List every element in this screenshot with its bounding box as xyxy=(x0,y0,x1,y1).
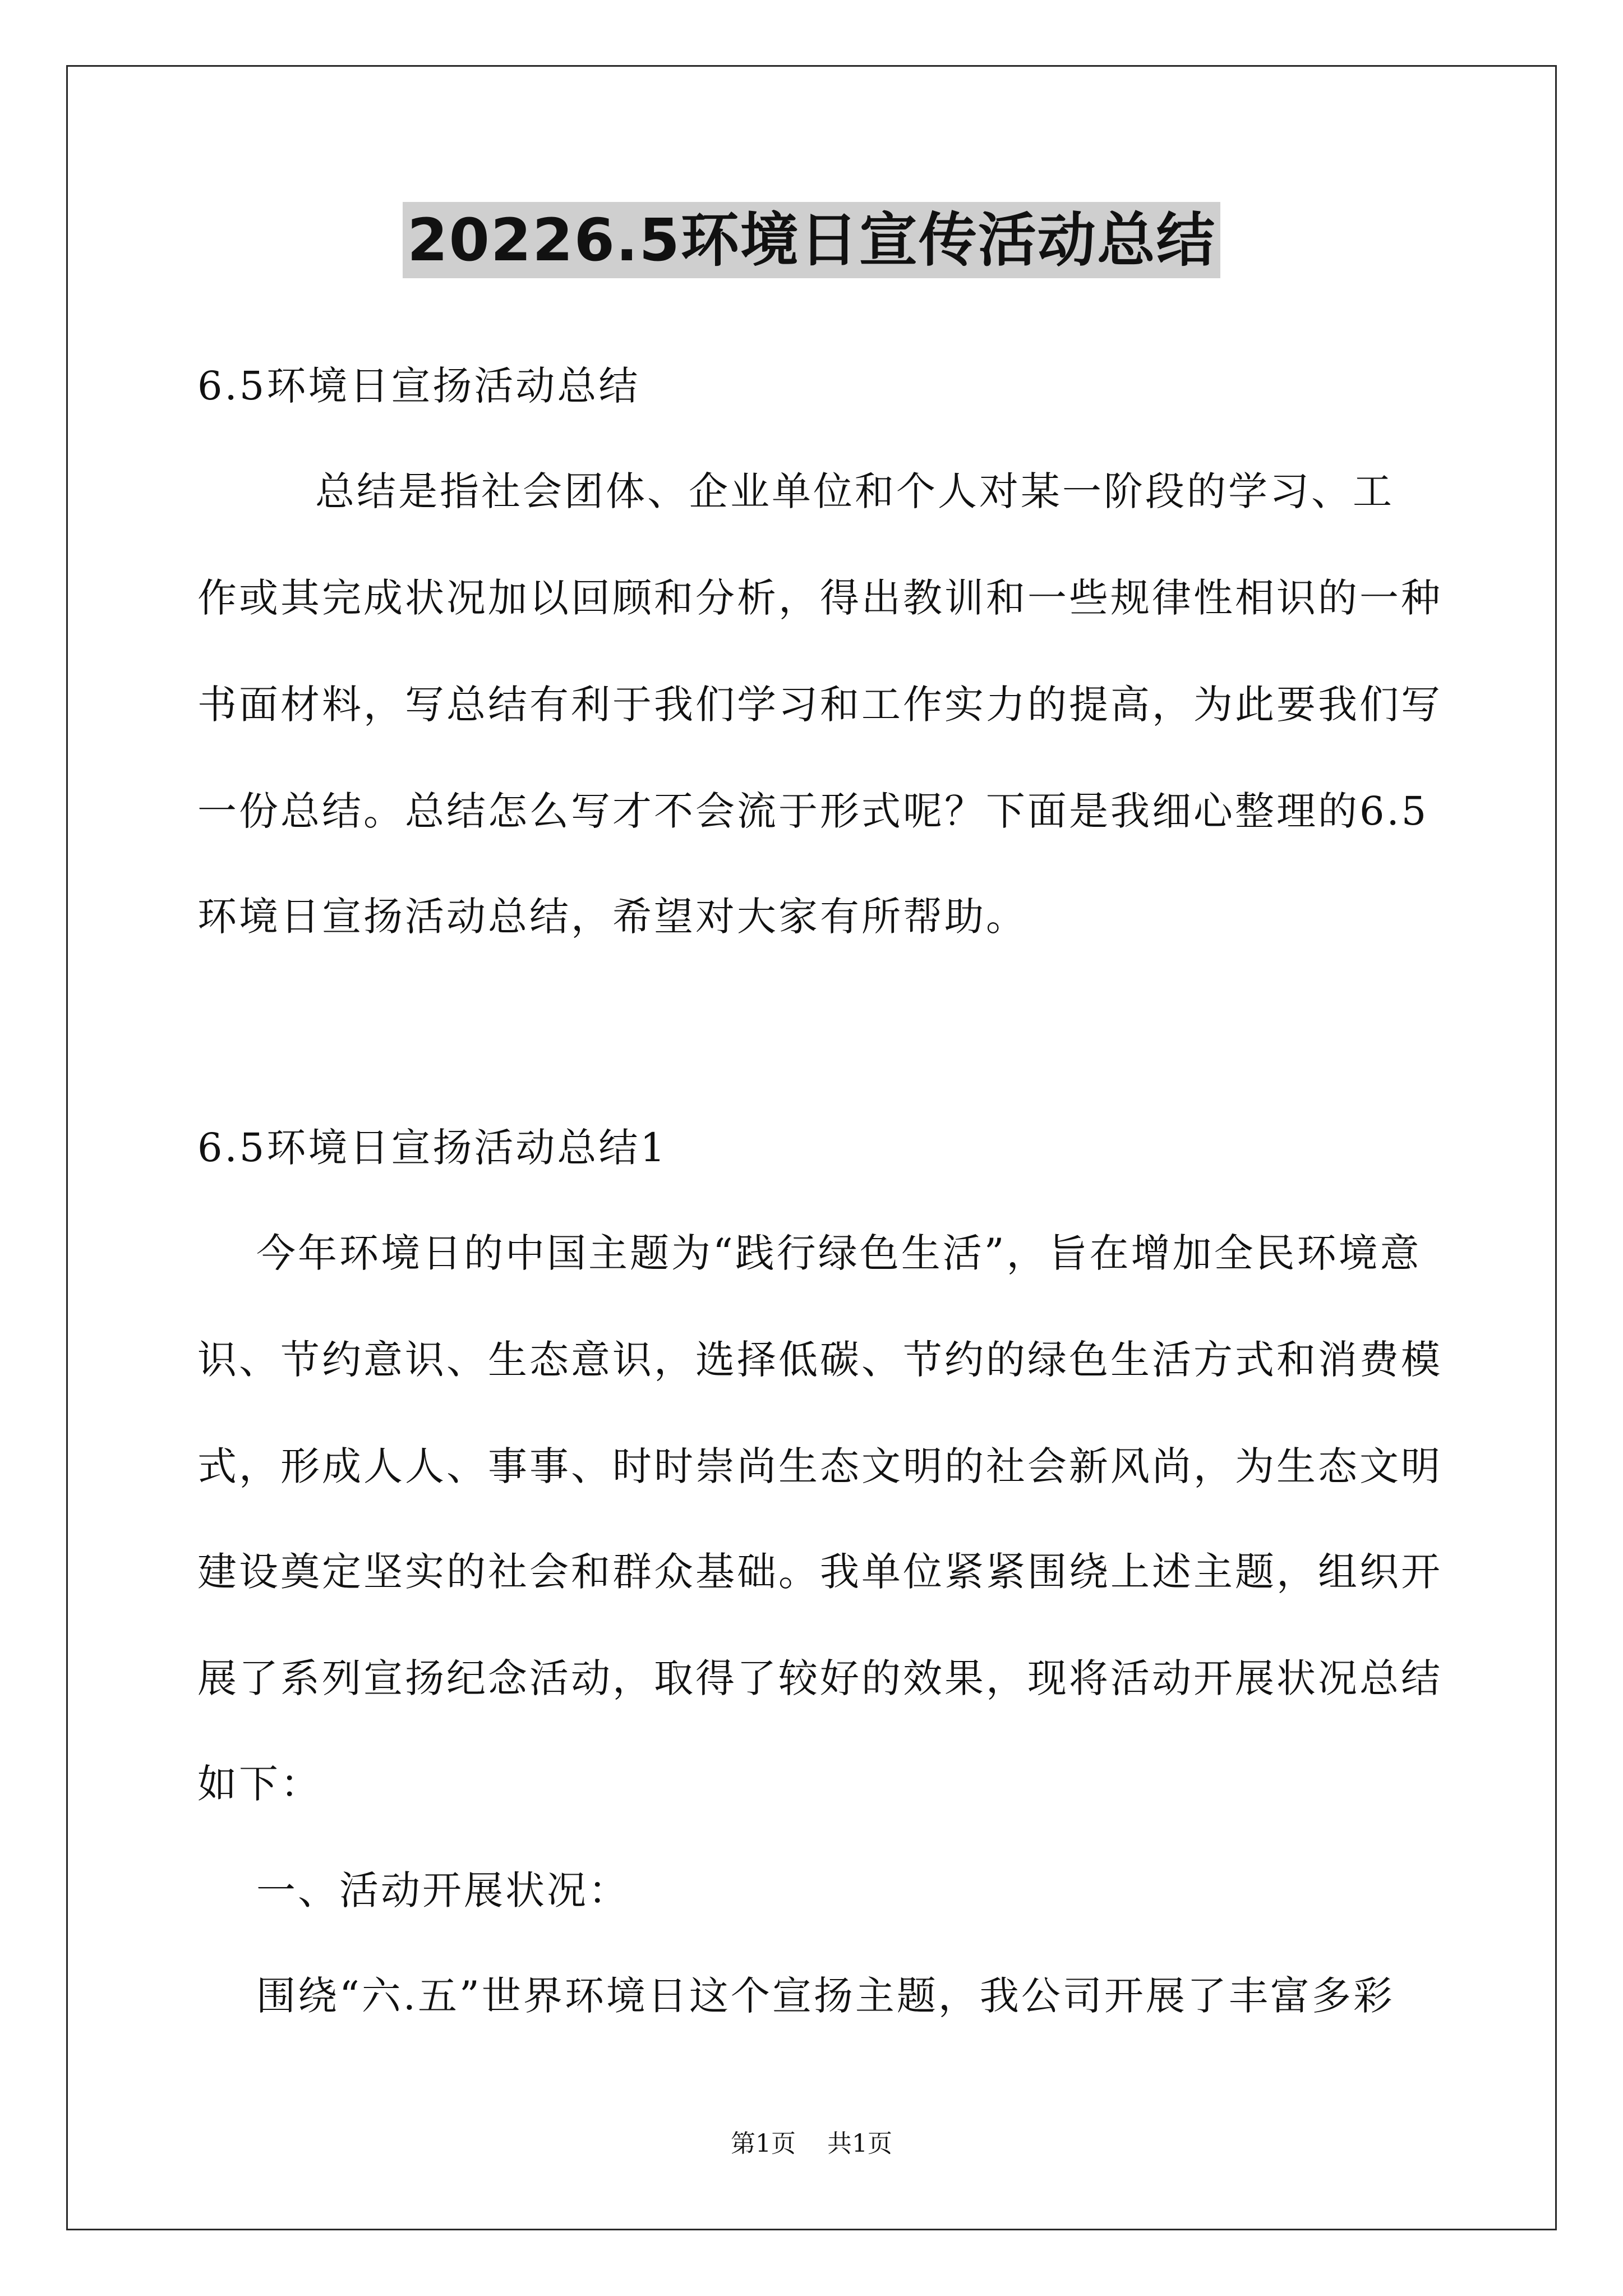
body-line: 展了系列宣扬纪念活动，取得了较好的效果，现将活动开展状况总结 xyxy=(197,1655,1442,1701)
document-title: 20226.5环境日宣传活动总结 xyxy=(403,202,1220,278)
section-heading: 6.5环境日宣扬活动总结 xyxy=(197,363,640,409)
body-line: 环境日宣扬活动总结，希望对大家有所帮助。 xyxy=(197,894,1027,940)
title-container xyxy=(0,202,1623,278)
body-line: 今年环境日的中国主题为“践行绿色生活”，旨在增加全民环境意 xyxy=(197,1230,1422,1276)
body-line: 如下： xyxy=(197,1761,322,1807)
body-line: 围绕“六.五”世界环境日这个宣扬主题，我公司开展了丰富多彩 xyxy=(197,1973,1395,2019)
body-line: 识、节约意识、生态意识，选择低碳、节约的绿色生活方式和消费模 xyxy=(197,1337,1442,1383)
section-heading: 6.5环境日宣扬活动总结1 xyxy=(197,1125,667,1171)
body-line: 作或其完成状况加以回顾和分析，得出教训和一些规律性相识的一种 xyxy=(197,575,1442,621)
subsection-heading: 一、活动开展状况： xyxy=(197,1867,630,1913)
body-line: 式，形成人人、事事、时时崇尚生态文明的社会新风尚，为生态文明 xyxy=(197,1443,1442,1489)
body-line: 一份总结。总结怎么写才不会流于形式呢？下面是我细心整理的6.5 xyxy=(197,788,1429,834)
body-line: 总结是指社会团体、企业单位和个人对某一阶段的学习、工 xyxy=(197,468,1395,514)
body-line: 书面材料，写总结有利于我们学习和工作实力的提高，为此要我们写 xyxy=(197,682,1442,728)
body-line: 建设奠定坚实的社会和群众基础。我单位紧紧围绕上述主题，组织开 xyxy=(197,1549,1442,1595)
page-number-footer: 第1页 共1页 xyxy=(731,2129,892,2158)
